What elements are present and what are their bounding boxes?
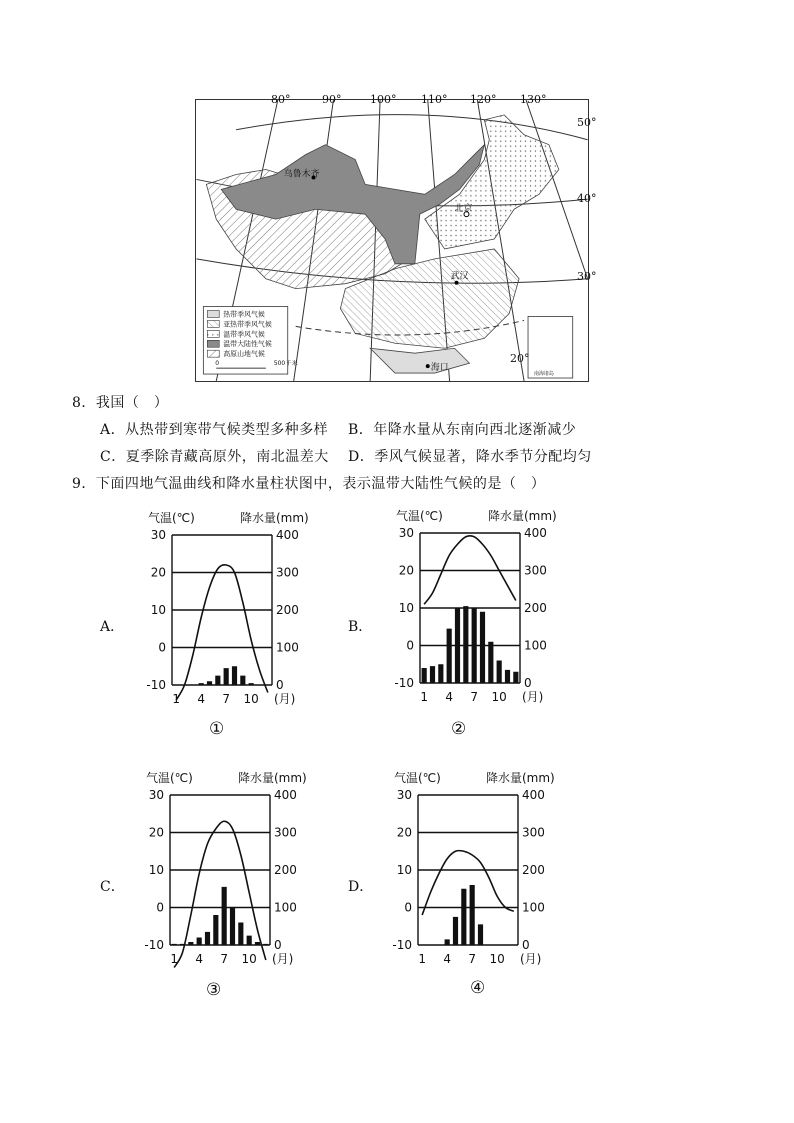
x-tick-label: 4: [197, 692, 205, 706]
precip-axis-title: 降水量(mm): [240, 511, 309, 525]
precip-bar: [438, 664, 443, 683]
precip-tick-label: 100: [524, 638, 547, 653]
temperature-curve: [176, 565, 268, 700]
city-beijing: 北京: [454, 204, 473, 215]
precip-bar: [224, 668, 229, 685]
precip-bar: [197, 938, 202, 946]
precip-tick-label: 400: [522, 788, 545, 802]
legend-plateau: 高原山地气候: [223, 350, 265, 359]
temp-tick-label: 30: [396, 788, 412, 802]
scale-unit: 千米: [285, 360, 298, 368]
precip-tick-label: 100: [274, 900, 297, 915]
precip-bar: [230, 908, 235, 946]
x-tick-label: 10: [241, 952, 257, 966]
temp-tick-label: -10: [144, 938, 164, 952]
climate-chart-svg: [128, 765, 307, 975]
climate-map-svg: [196, 100, 588, 381]
inset-label: 南海诸岛: [533, 371, 554, 378]
lon-label: 120°: [470, 93, 497, 106]
precip-bar: [240, 676, 245, 685]
scale-end: 500: [273, 360, 286, 368]
precip-bar: [188, 942, 193, 945]
china-climate-map: [195, 99, 589, 382]
temp-tick-label: -10: [392, 938, 412, 952]
temp-tick-label: 0: [158, 640, 166, 655]
x-unit-label: (月): [520, 952, 542, 966]
lat-label: 40°: [577, 192, 597, 205]
lon-label: 110°: [421, 93, 448, 106]
x-tick-label: 1: [170, 952, 178, 966]
precip-bar: [238, 923, 243, 946]
climate-chart-3: [128, 765, 307, 975]
legend-temperate-monsoon: 温带季风气候: [223, 330, 265, 339]
lat-label: 30°: [577, 270, 597, 283]
legend-subtropical: 亚热带季风气候: [223, 320, 272, 329]
climate-chart-svg: [130, 505, 309, 715]
climate-chart-svg: [376, 765, 555, 975]
q9-option-a-letter[interactable]: A．: [100, 619, 125, 635]
x-tick-label: 1: [172, 692, 180, 706]
precip-bar: [263, 944, 268, 945]
temp-axis-title: 气温(℃): [146, 771, 193, 785]
precip-bar: [199, 683, 204, 685]
q8-option-c[interactable]: C．夏季除青藏高原外，南北温差大: [100, 449, 329, 465]
chart-2-label: ②: [451, 719, 467, 739]
lat-label: 50°: [577, 116, 597, 129]
precip-tick-label: 200: [524, 601, 547, 615]
temp-tick-label: 10: [150, 603, 166, 617]
q9-option-d-letter[interactable]: D．: [348, 879, 374, 895]
city-haikou: 海口: [430, 363, 449, 374]
precip-bar: [447, 629, 452, 683]
precip-bar: [207, 681, 212, 685]
precip-bar: [488, 642, 493, 683]
temp-tick-label: 20: [148, 825, 164, 840]
lon-label: 130°: [520, 93, 547, 106]
tropical-monsoon-region: [370, 348, 469, 373]
temp-tick-label: 0: [404, 900, 412, 915]
temp-tick-label: 0: [156, 900, 164, 915]
legend-temperate-continental: 温带大陆性气候: [223, 340, 272, 349]
precip-bar: [453, 917, 458, 945]
precip-tick-label: 100: [276, 640, 299, 655]
lon-label: 100°: [370, 93, 397, 106]
precip-bar: [497, 661, 502, 684]
precip-tick-label: 400: [524, 526, 547, 540]
temp-tick-label: 20: [398, 563, 414, 578]
south-sea-inset: [528, 316, 573, 378]
temp-tick-label: -10: [146, 678, 166, 692]
precip-tick-label: 400: [274, 788, 297, 802]
q9-option-b-letter[interactable]: B．: [348, 619, 373, 635]
temp-tick-label: 20: [396, 825, 412, 840]
scale-start: 0: [215, 360, 220, 368]
climate-chart-2: [378, 503, 557, 713]
temp-tick-label: 10: [148, 863, 164, 877]
precip-bar: [232, 666, 237, 685]
precip-bar: [430, 666, 435, 683]
x-unit-label: (月): [274, 692, 296, 706]
precip-tick-label: 200: [276, 603, 299, 617]
precip-tick-label: 0: [274, 938, 282, 952]
precip-tick-label: 300: [276, 565, 299, 580]
precip-bar: [249, 683, 254, 685]
chart-4-label: ④: [470, 978, 486, 998]
x-tick-label: 4: [195, 952, 203, 966]
precip-bar: [445, 939, 450, 945]
precip-bar: [513, 672, 518, 683]
x-unit-label: (月): [272, 952, 294, 966]
precip-tick-label: 300: [524, 563, 547, 578]
precip-tick-label: 100: [522, 900, 545, 915]
temp-axis-title: 气温(℃): [148, 511, 195, 525]
lon-label: 90°: [322, 93, 342, 106]
precip-bar: [480, 612, 485, 683]
temp-tick-label: 30: [148, 788, 164, 802]
q8-option-d[interactable]: D．季风气候显著，降水季节分配均匀: [348, 449, 592, 465]
q8-option-b[interactable]: B．年降水量从东南向西北逐渐减少: [348, 422, 577, 438]
x-tick-label: 7: [470, 690, 478, 704]
temp-tick-label: 10: [396, 863, 412, 877]
q8-option-a[interactable]: A．从热带到寒带气候类型多种多样: [100, 422, 329, 438]
precip-bar: [463, 606, 468, 683]
precip-bar: [172, 944, 177, 945]
temperature-curve: [422, 851, 514, 915]
legend-tropical: 热带季风气候: [223, 310, 265, 319]
chart-1-label: ①: [209, 719, 225, 739]
temp-axis-title: 气温(℃): [394, 771, 441, 785]
x-tick-label: 1: [418, 952, 426, 966]
precip-tick-label: 300: [522, 825, 545, 840]
precip-bar: [247, 936, 252, 945]
lon-label: 80°: [271, 93, 291, 106]
q9-option-c-letter[interactable]: C．: [100, 879, 125, 895]
city-urumqi: 乌鲁木齐: [283, 169, 320, 180]
x-tick-label: 7: [220, 952, 228, 966]
temp-tick-label: -10: [394, 676, 414, 690]
temp-tick-label: 20: [150, 565, 166, 580]
precip-bar: [222, 887, 227, 945]
precip-tick-label: 300: [274, 825, 297, 840]
precip-bar: [205, 932, 210, 945]
precip-axis-title: 降水量(mm): [486, 771, 555, 785]
temp-axis-title: 气温(℃): [396, 509, 443, 523]
precip-bar: [478, 924, 483, 945]
chart-3-label: ③: [206, 980, 222, 1000]
precip-bar: [215, 676, 220, 685]
precip-tick-label: 0: [276, 678, 284, 692]
climate-chart-4: [376, 765, 555, 975]
q8-stem: 8．我国（ ）: [72, 395, 169, 411]
climate-chart-1: [130, 505, 309, 715]
precip-tick-label: 400: [276, 528, 299, 542]
map-legend: [203, 307, 297, 375]
precip-tick-label: 200: [522, 863, 545, 877]
precip-axis-title: 降水量(mm): [238, 771, 307, 785]
precip-axis-title: 降水量(mm): [488, 509, 557, 523]
precip-bar: [470, 885, 475, 945]
temp-tick-label: 0: [406, 638, 414, 653]
x-tick-label: 7: [222, 692, 230, 706]
precip-bar: [472, 608, 477, 683]
precip-bar: [213, 915, 218, 945]
x-tick-label: 4: [445, 690, 453, 704]
x-tick-label: 4: [443, 952, 451, 966]
precip-tick-label: 0: [524, 676, 532, 690]
precip-bar: [255, 942, 260, 945]
precip-tick-label: 0: [522, 938, 530, 952]
x-tick-label: 10: [491, 690, 507, 704]
climate-chart-svg: [378, 503, 557, 713]
precip-bar: [461, 889, 466, 945]
temp-tick-label: 30: [398, 526, 414, 540]
x-unit-label: (月): [522, 690, 544, 704]
x-tick-label: 7: [468, 952, 476, 966]
precip-tick-label: 200: [274, 863, 297, 877]
lat-label: 20°: [510, 352, 530, 365]
city-wuhan: 武汉: [450, 271, 469, 282]
precip-bar: [422, 668, 427, 683]
temp-tick-label: 30: [150, 528, 166, 542]
x-tick-label: 10: [489, 952, 505, 966]
x-tick-label: 10: [243, 692, 259, 706]
precip-bar: [505, 670, 510, 683]
q9-stem: 9．下面四地气温曲线和降水量柱状图中，表示温带大陆性气候的是（ ）: [72, 476, 546, 492]
temp-tick-label: 10: [398, 601, 414, 615]
precip-bar: [455, 608, 460, 683]
x-tick-label: 1: [420, 690, 428, 704]
